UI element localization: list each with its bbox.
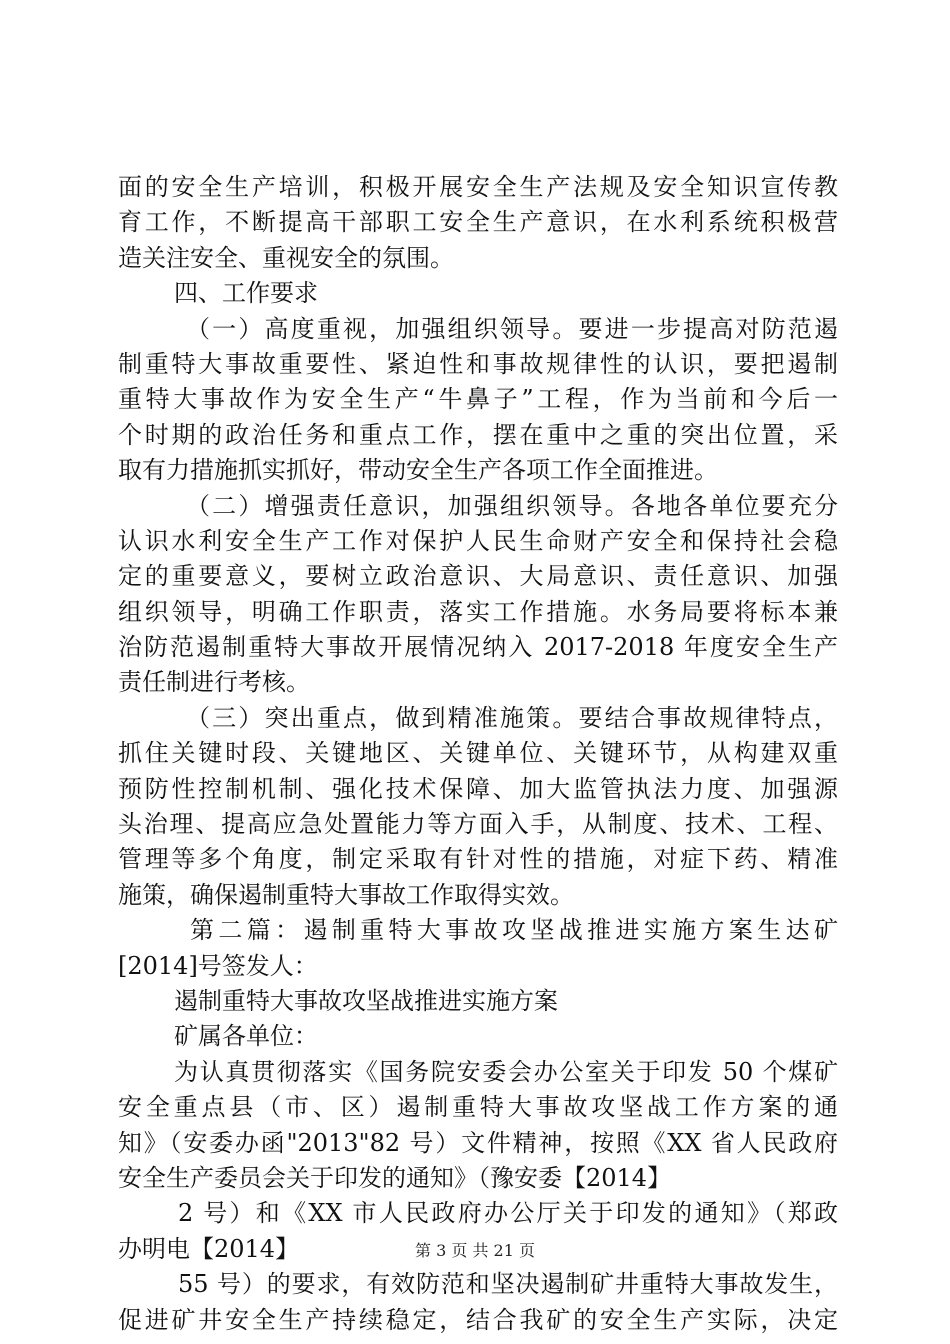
text-line: 2 号）和《XX 市人民政府办公厅关于印发的通知》（郑政: [178, 1199, 838, 1228]
text-line: 个时期的政治任务和重点工作，摆在重中之重的突出位置，采: [118, 420, 838, 449]
text-line: 施策，确保遏制重特大事故工作取得实效。: [118, 880, 574, 909]
text-line: 促进矿井安全生产持续稳定，结合我矿的安全生产实际，决定: [118, 1305, 838, 1334]
text-line: 四、工作要求: [174, 279, 318, 308]
text-line: 知》（安委办函"2013"82 号）文件精神，按照《XX 省人民政府: [118, 1128, 838, 1157]
text-line: 遏制重特大事故攻坚战推进实施方案: [174, 986, 558, 1015]
text-line: 取有力措施抓实抓好，带动安全生产各项工作全面推进。: [118, 456, 718, 485]
text-line: 办明电【2014】: [118, 1234, 300, 1263]
text-line: 头治理、提高应急处置能力等方面入手，从制度、技术、工程、: [118, 810, 838, 839]
text-line: 育工作，不断提高干部职工安全生产意识，在水利系统积极营: [118, 208, 838, 237]
page-number-footer: 第 3 页 共 21 页: [415, 1241, 535, 1260]
text-line: 第二篇：遏制重特大事故攻坚战推进实施方案生达矿: [190, 916, 838, 945]
text-line: 为认真贯彻落实《国务院安委会办公室关于印发 50 个煤矿: [174, 1057, 838, 1086]
text-line: 安全生产委员会关于印发的通知》（豫安委【2014】: [118, 1163, 672, 1192]
text-line: （三）突出重点，做到精准施策。要结合事故规律特点，: [186, 703, 838, 732]
text-line: 组织领导，明确工作职责，落实工作措施。水务局要将标本兼: [118, 597, 838, 626]
text-line: 管理等多个角度，制定采取有针对性的措施，对症下药、精准: [118, 845, 838, 874]
document-body: [118, 170, 838, 1338]
text-line: 责任制进行考核。: [118, 668, 310, 697]
text-line: （一）高度重视，加强组织领导。要进一步提高对防范遏: [186, 314, 838, 343]
text-line: 重特大事故作为安全生产“牛鼻子”工程，作为当前和今后一: [118, 385, 838, 414]
text-line: 治防范遏制重特大事故开展情况纳入 2017-2018 年度安全生产: [118, 633, 838, 662]
text-line: 安全重点县（市、区）遏制重特大事故攻坚战工作方案的通: [118, 1093, 838, 1122]
text-line: 面的安全生产培训，积极开展安全生产法规及安全知识宣传教: [118, 173, 838, 201]
text-line: （二）增强责任意识，加强组织领导。各地各单位要充分: [186, 491, 838, 520]
text-line: 矿属各单位：: [174, 1022, 318, 1051]
text-line: 抓住关键时段、关键地区、关键单位、关键环节，从构建双重: [118, 739, 838, 768]
text-line: 认识水利安全生产工作对保护人民生命财产安全和保持社会稳: [118, 526, 838, 555]
text-line: 预防性控制机制、强化技术保障、加大监管执法力度、加强源: [118, 774, 838, 803]
text-line: 55 号）的要求，有效防范和坚决遏制矿井重特大事故发生，: [178, 1270, 838, 1299]
text-line: 定的重要意义，要树立政治意识、大局意识、责任意识、加强: [118, 562, 838, 591]
text-line: [2014]号签发人：: [118, 951, 318, 980]
text-line: 制重特大事故重要性、紧迫性和事故规律性的认识，要把遏制: [118, 349, 838, 378]
text-line: 造关注安全、重视安全的氛围。: [118, 243, 454, 272]
